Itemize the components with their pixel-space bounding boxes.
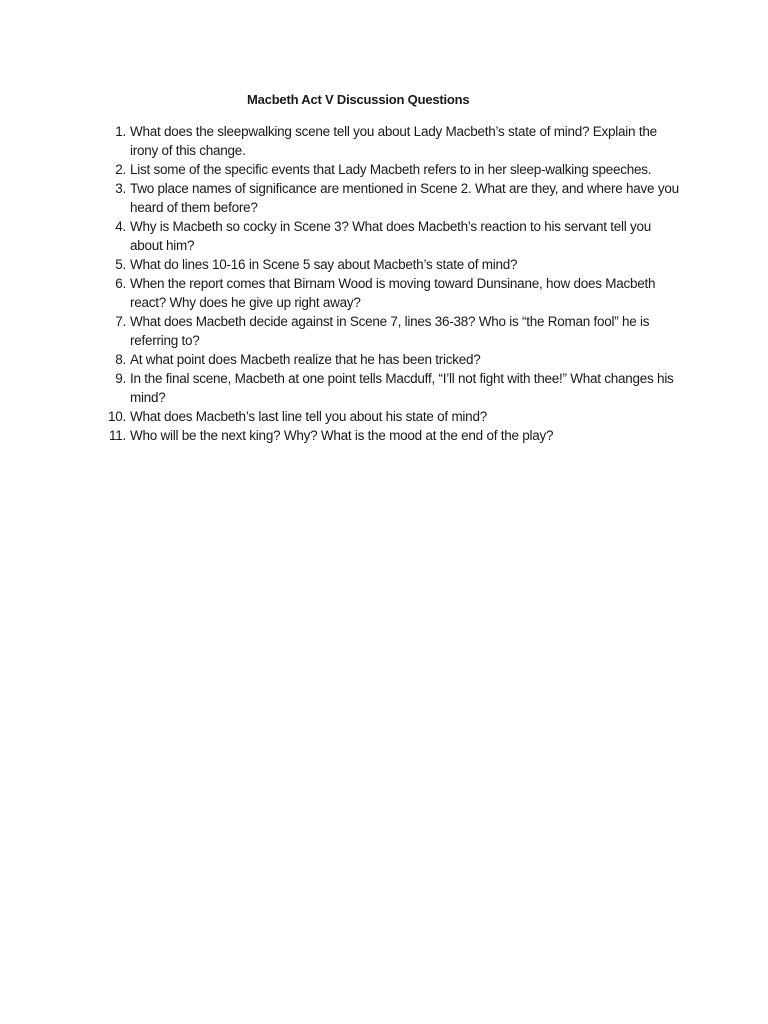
question-text: List some of the specific events that Lady Macbeth refers to in her sleep-walking speeches. (130, 162, 652, 177)
question-text: At what point does Macbeth realize that he has been tricked? (130, 352, 481, 367)
question-item (100, 350, 685, 369)
question-number: 6. (115, 276, 126, 291)
question-item (100, 160, 685, 179)
question-item (100, 122, 685, 160)
question-item (100, 312, 685, 350)
question-text: When the report comes that Birnam Wood is moving toward Dunsinane, how does Macbeth react? Why does he give up right away? (130, 276, 656, 310)
question-number: 11. (108, 428, 126, 443)
question-item (100, 426, 685, 445)
question-text: Two place names of significance are mentioned in Scene 2. What are they, and where have you heard of them before? (130, 181, 679, 215)
question-item (100, 255, 685, 274)
question-text: What does Macbeth’s last line tell you about his state of mind? (130, 409, 487, 424)
question-number: 10. (107, 409, 126, 424)
question-item (100, 369, 685, 407)
question-item (100, 407, 685, 426)
question-text: Why is Macbeth so cocky in Scene 3? What does Macbeth’s reaction to his servant tell you about him? (130, 219, 652, 253)
question-list (100, 122, 685, 445)
question-number: 3. (115, 181, 126, 196)
question-item (100, 217, 685, 255)
question-text: What does Macbeth decide against in Scene 7, lines 36-38? Who is “the Roman fool” he is referring to? (130, 314, 650, 348)
question-text: In the final scene, Macbeth at one point tells Macduff, “I’ll not fight with thee!” What changes his mind? (130, 371, 674, 405)
question-number: 9. (115, 371, 126, 386)
question-number: 5. (115, 257, 126, 272)
question-item (100, 274, 685, 312)
document-title: Macbeth Act V Discussion Questions (247, 92, 470, 107)
question-number: 8. (115, 352, 126, 367)
question-number: 4. (115, 219, 126, 234)
question-text: What does the sleepwalking scene tell you about Lady Macbeth’s state of mind? Explain the irony of this change. (130, 124, 657, 158)
question-number: 1. (115, 124, 126, 139)
question-number: 2. (115, 162, 126, 177)
question-item (100, 179, 685, 217)
question-text: What do lines 10-16 in Scene 5 say about Macbeth’s state of mind? (130, 257, 518, 272)
question-text: Who will be the next king? Why? What is the mood at the end of the play? (130, 428, 554, 443)
question-number: 7. (115, 314, 126, 329)
